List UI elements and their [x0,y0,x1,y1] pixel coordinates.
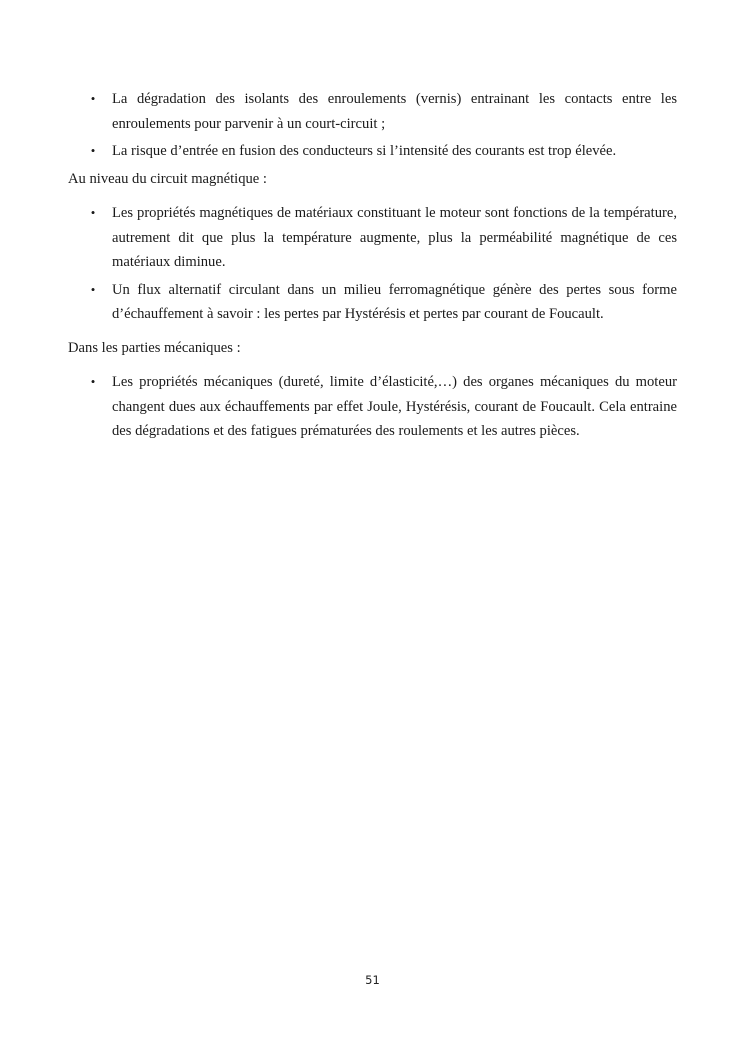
magnetic-circuit-list [68,201,677,327]
list-item [68,370,677,444]
magnetic-circuit-heading: Au niveau du circuit magnétique : [68,170,267,187]
mechanical-parts-list [68,370,677,444]
page-body [68,87,677,447]
winding-degradation-list [68,87,677,164]
bullet-icon: • [90,281,96,297]
mechanical-parts-heading: Dans les parties mécaniques : [68,339,241,356]
list-item [68,278,677,327]
list-item [68,139,677,164]
bullet-icon: • [90,374,96,389]
list-item-text: Les propriétés magnétiques de matériaux constituant le moteur sont fonctions de la température, autrement dit que plus la température augmente, plus la perméabilité magnétique de ces matériaux diminue. [112,205,677,270]
list-item [68,201,677,275]
list-item-text: La risque d’entrée en fusion des conducteurs si l’intensité des courants est trop élevée. [112,143,617,159]
list-item [68,87,677,136]
list-item-text: La dégradation des isolants des enroulements (vernis) entrainant les contacts entre les enroulements pour parvenir à un court-circuit ; [112,91,677,132]
bullet-icon: • [90,143,96,158]
bullet-icon: • [90,205,96,220]
list-item-text: Les propriétés mécaniques (dureté, limite d’élasticité,…) des organes mécaniques du moteur changent dues aux échauffements par effet Joule, Hystérésis, courant de Foucault. Cela entraine des dégradations et des fatigues prématurées des roulements et les autres pièces. [112,374,677,439]
list-item-text: Un flux alternatif circulant dans un milieu ferromagnétique génère des pertes sous forme d’échauffement à savoir : les pertes par Hystérésis et pertes par courant de Foucault. [112,281,677,322]
bullet-icon: • [90,91,96,106]
page-number: 51 [365,973,380,987]
